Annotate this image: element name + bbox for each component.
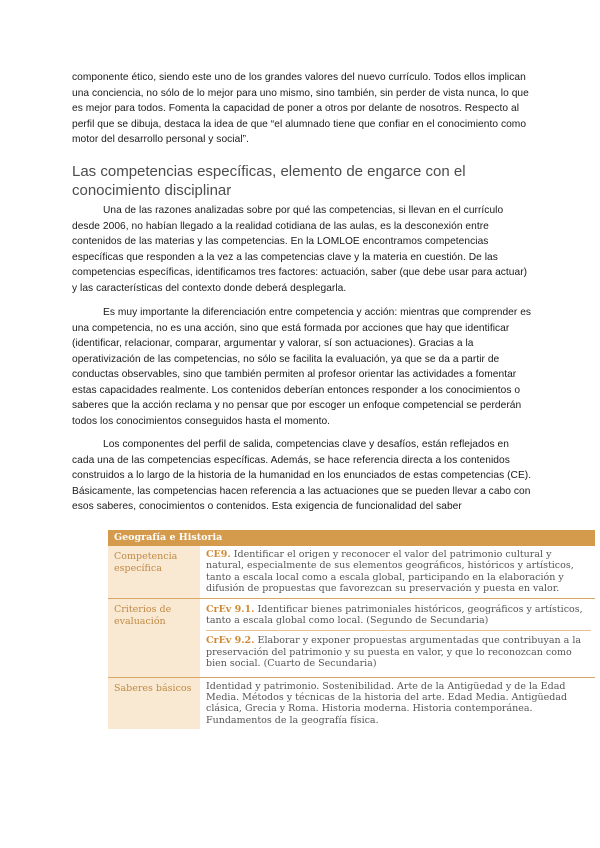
paragraph-intro: componente ético, siendo este uno de los grandes valores del nuevo currículo. Todos ellos implican una conciencia, no sólo de lo mejor para uno mismo, sino también, sin perder de vista nunca, lo que es mejor para todos. Fomenta la capacidad de poner a otros por delante de nosotros. Respecto al perfil que se dibuja, destaca la idea de que “el alumnado tiene que confiar en el conocimiento como motor del desarrollo personal y social”. xyxy=(72,72,529,145)
paragraph-1: Una de las razones analizadas sobre por qué las competencias, si llevan en el currículo desde 2006, no habían llegado a la realidad cotidiana de las aulas, es la desconexión entre contenidos de las materias y las competencias. En la LOMLOE encontramos competencias específicas que responden a la vez a las competencias clave y la materia en cuestión. De las competencias específicas, identificamos tres factores: actuación, saber (que debe usar para actuar) y las características del contexto donde deberá desplegarla. xyxy=(72,205,528,294)
table-row-competencia xyxy=(108,546,595,599)
section-heading: Las competencias específicas, elemento de engarce con el conocimiento disciplinar xyxy=(72,163,466,199)
competencia-text: Identificar el origen y reconocer el valor del patrimonio cultural y natural, especialmente de sus elementos geográficos, históricos y artísticos, tanto a escala local como a escala global, participando en la elaboración y difusión de propuestas que favorezcan su preservación y puesta en valor. xyxy=(206,549,574,595)
criterio-9-2 xyxy=(206,630,591,673)
row-label-competencia: Competencia específica xyxy=(108,546,200,598)
crev1-text: Identificar bienes patrimoniales históricos, geográficos y artísticos, tanto a escala global como local. (Segundo de Secundaria) xyxy=(206,603,583,627)
row-label-saberes: Saberes básicos xyxy=(108,678,200,730)
competencia-code: CE9. xyxy=(206,549,231,560)
curriculum-table xyxy=(108,530,595,729)
criterio-9-1 xyxy=(206,602,591,631)
row-content-competencia xyxy=(200,546,595,598)
row-label-criterios: Criterios de evaluación xyxy=(108,599,200,677)
row-content-criterios xyxy=(200,599,595,677)
table-header: Geografía e Historia xyxy=(108,530,595,546)
paragraph-2: Es muy importante la diferenciación entre competencia y acción: mientras que comprender es una competencia, no es una acción, sino que está formada por acciones que hay que identificar (identificar, relacionar, comparar, argumentar y valorar, sí son actuaciones). Gracias a la operativización de las competencias, no sólo se facilita la evaluación, ya que se da a partir de conductas observables, sino que también permiten al profesor orientar las actividades a fomentar estas capacidades realmente. Los contenidos deberían entonces responder a los conocimientos o saberes que la acción reclama y no pensar que por escoger un enfoque competencial se perderán todos los conocimientos conseguidos hasta el momento. xyxy=(72,307,532,427)
crev2-code: CrEv 9.2. xyxy=(206,635,255,647)
table-row-saberes xyxy=(108,678,595,730)
crev1-code: CrEv 9.1. xyxy=(206,603,255,615)
paragraph-3: Los componentes del perfil de salida, competencias clave y desafíos, están reflejados en cada una de las competencias específicas. Además, se hace referencia directa a los contenidos construidos a lo largo de la historia de la humanidad en los enunciados de estas competencias (CE). Básicamente, las competencias hacen referencia a las actuaciones que se pueden llevar a cabo con esos saberes, conocimientos o contenidos. Esta exigencia de funcionalidad del saber xyxy=(72,439,532,512)
row-content-saberes: Identidad y patrimonio. Sostenibilidad. Arte de la Antigüedad y de la Edad Media. Métodos y técnicas de la historia del arte. Edad Media. Antigüedad clásica, Grecia y Roma. Historia moderna. Historia contemporánea. Fundamentos de la geografía física. xyxy=(206,680,568,726)
crev2-text: Elaborar y exponer propuestas argumentadas que contribuyan a la preservación del patrimonio y su puesta en valor, y que lo reconozcan como bien social. (Cuarto de Secundaria) xyxy=(206,635,582,670)
table-row-criterios xyxy=(108,599,595,678)
